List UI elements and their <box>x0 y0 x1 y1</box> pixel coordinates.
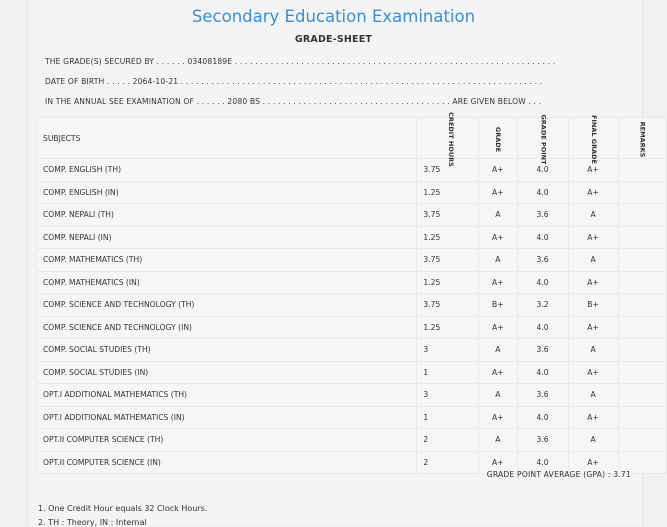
grade-cell: B+ <box>479 294 517 317</box>
table-row <box>37 181 667 204</box>
grade-cell: A+ <box>479 181 517 204</box>
table-header-row <box>37 118 667 159</box>
grade-cell: A+ <box>479 316 517 339</box>
credit-hours-cell: 1.25 <box>417 226 479 249</box>
subject-cell: COMP. SCIENCE AND TECHNOLOGY (TH) <box>37 294 417 317</box>
credit-hours-cell: 3.75 <box>417 294 479 317</box>
table-row <box>37 384 667 407</box>
final-grade-cell: A <box>568 429 618 452</box>
final-grade-cell: A+ <box>568 361 618 384</box>
header-grade: GRADE <box>479 118 517 159</box>
header-credit-hours: CREDIT HOURS <box>417 118 479 159</box>
remarks-cell <box>618 226 666 249</box>
subject-cell: COMP. MATHEMATICS (IN) <box>37 271 417 294</box>
credit-hours-cell: 1.25 <box>417 316 479 339</box>
remarks-cell <box>618 159 666 182</box>
grade-cell: A+ <box>479 159 517 182</box>
table-row <box>37 249 667 272</box>
grade-point-cell: 3.2 <box>517 294 568 317</box>
remarks-cell <box>618 249 666 272</box>
grade-point-cell: 3.6 <box>517 429 568 452</box>
final-grade-cell: A <box>568 339 618 362</box>
subject-cell: OPT.I ADDITIONAL MATHEMATICS (IN) <box>37 406 417 429</box>
grade-cell: A <box>479 249 517 272</box>
grade-point-cell: 3.6 <box>517 384 568 407</box>
table-row <box>37 226 667 249</box>
note-credit-hour: 1. One Credit Hour equals 32 Clock Hours. <box>38 504 208 513</box>
credit-hours-cell: 2 <box>417 451 479 474</box>
final-grade-cell: A+ <box>568 226 618 249</box>
credit-hours-cell: 3 <box>417 384 479 407</box>
final-grade-cell: A+ <box>568 406 618 429</box>
credit-hours-cell: 3 <box>417 339 479 362</box>
table-row <box>37 361 667 384</box>
final-grade-cell: A <box>568 204 618 227</box>
note-abbreviations: 2. TH : Theory, IN : Internal <box>38 518 147 527</box>
subject-cell: COMP. SOCIAL STUDIES (TH) <box>37 339 417 362</box>
grade-secured-line: THE GRADE(S) SECURED BY . . . . . . 03408189E . . . . . . . . . . . . . . . . . . . . . . . . . . . . . . . . . . . . . . . . . . . . . . . . . . . . . . . . . . . . . . . <box>45 57 556 66</box>
credit-hours-cell: 1.25 <box>417 181 479 204</box>
grade-point-cell: 4.0 <box>517 159 568 182</box>
remarks-cell <box>618 361 666 384</box>
remarks-cell <box>618 406 666 429</box>
subject-cell: OPT.II COMPUTER SCIENCE (IN) <box>37 451 417 474</box>
credit-hours-cell: 3.75 <box>417 159 479 182</box>
subject-cell: COMP. SOCIAL STUDIES (IN) <box>37 361 417 384</box>
header-final-grade: FINAL GRADE <box>568 118 618 159</box>
final-grade-cell: B+ <box>568 294 618 317</box>
credit-hours-cell: 3.75 <box>417 249 479 272</box>
grade-point-cell: 3.6 <box>517 204 568 227</box>
grade-point-cell: 4.0 <box>517 451 568 474</box>
table-row <box>37 271 667 294</box>
gpa-summary: GRADE POINT AVERAGE (GPA) : 3.71 <box>486 470 631 479</box>
final-grade-cell: A <box>568 249 618 272</box>
table-row <box>37 429 667 452</box>
header-remarks: REMARKS <box>618 118 666 159</box>
header-grade-point: GRADE POINT <box>517 118 568 159</box>
remarks-cell <box>618 294 666 317</box>
page-title: Secondary Education Examination <box>191 7 476 26</box>
grade-cell: A+ <box>479 406 517 429</box>
remarks-cell <box>618 181 666 204</box>
credit-hours-cell: 1 <box>417 361 479 384</box>
grade-point-cell: 4.0 <box>517 271 568 294</box>
grade-point-cell: 4.0 <box>517 361 568 384</box>
grade-point-cell: 4.0 <box>517 226 568 249</box>
table-row <box>37 406 667 429</box>
header-subjects: SUBJECTS <box>37 118 417 159</box>
subject-cell: COMP. NEPALI (IN) <box>37 226 417 249</box>
credit-hours-cell: 1.25 <box>417 271 479 294</box>
date-of-birth-line: DATE OF BIRTH . . . . . 2064-10-21 . . . . . . . . . . . . . . . . . . . . . . . . . . . . . . . . . . . . . . . . . . . . . . . . . . . . . . . . . . . . . . . . . . . . . . . <box>45 77 543 86</box>
grade-cell: A+ <box>479 226 517 249</box>
exam-line: IN THE ANNUAL SEE EXAMINATION OF . . . . . . 2080 BS . . . . . . . . . . . . . . . . . . . . . . . . . . . . . . . . . . . . . ARE GIVEN BELOW . . . <box>45 97 542 106</box>
subject-cell: COMP. MATHEMATICS (TH) <box>37 249 417 272</box>
grade-cell: A <box>479 339 517 362</box>
table-row <box>37 159 667 182</box>
grade-point-cell: 4.0 <box>517 181 568 204</box>
remarks-cell <box>618 339 666 362</box>
page-subtitle: GRADE-SHEET <box>294 34 373 45</box>
grade-point-cell: 4.0 <box>517 406 568 429</box>
remarks-cell <box>618 384 666 407</box>
final-grade-cell: A+ <box>568 271 618 294</box>
subject-cell: OPT.I ADDITIONAL MATHEMATICS (TH) <box>37 384 417 407</box>
grades-table <box>36 111 667 474</box>
final-grade-cell: A <box>568 384 618 407</box>
subject-cell: COMP. NEPALI (TH) <box>37 204 417 227</box>
subject-cell: OPT.II COMPUTER SCIENCE (TH) <box>37 429 417 452</box>
subject-cell: COMP. ENGLISH (TH) <box>37 159 417 182</box>
remarks-cell <box>618 271 666 294</box>
grade-point-cell: 3.6 <box>517 339 568 362</box>
grade-cell: A+ <box>479 361 517 384</box>
subject-cell: COMP. SCIENCE AND TECHNOLOGY (IN) <box>37 316 417 339</box>
table-row <box>37 204 667 227</box>
grade-point-cell: 3.6 <box>517 249 568 272</box>
grade-cell: A+ <box>479 271 517 294</box>
grade-cell: A <box>479 429 517 452</box>
final-grade-cell: A+ <box>568 159 618 182</box>
table-row <box>37 316 667 339</box>
remarks-cell <box>618 429 666 452</box>
remarks-cell <box>618 316 666 339</box>
subject-cell: COMP. ENGLISH (IN) <box>37 181 417 204</box>
final-grade-cell: A+ <box>568 451 618 474</box>
credit-hours-cell: 2 <box>417 429 479 452</box>
grade-point-cell: 4.0 <box>517 316 568 339</box>
final-grade-cell: A+ <box>568 181 618 204</box>
credit-hours-cell: 3.75 <box>417 204 479 227</box>
credit-hours-cell: 1 <box>417 406 479 429</box>
final-grade-cell: A+ <box>568 316 618 339</box>
grade-cell: A+ <box>479 451 517 474</box>
grade-cell: A <box>479 204 517 227</box>
table-row <box>37 294 667 317</box>
table-row <box>37 339 667 362</box>
remarks-cell <box>618 204 666 227</box>
grade-cell: A <box>479 384 517 407</box>
